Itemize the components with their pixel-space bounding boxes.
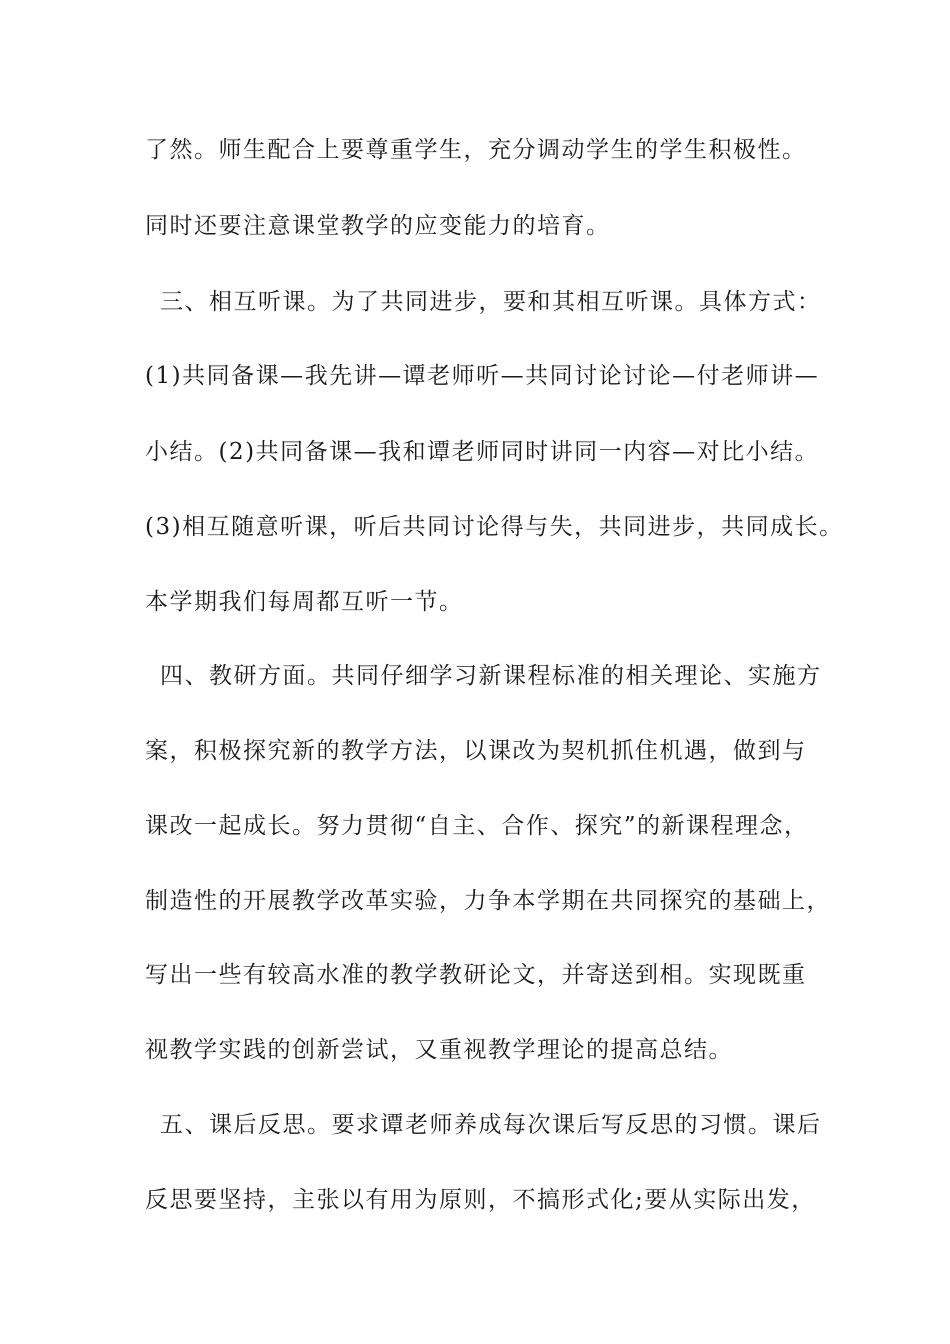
section-three-heading: 三、相互听课。为了共同进步，要和其相互听课。具体方式： xyxy=(160,289,822,315)
text-line-7: 本学期我们每周都互听一节。 xyxy=(145,589,464,615)
text-line-5: 小结。(2)共同备课—我和谭老师同时讲同一内容—对比小结。 xyxy=(145,439,820,465)
text-line-6: (3)相互随意听课，听后共同讨论得与失，共同进步，共同成长。 xyxy=(145,514,844,540)
text-line-15: 反思要坚持，主张以有用为原则，不搞形式化;要从实际出发， xyxy=(145,1187,816,1213)
text-line-1: 了然。师生配合上要尊重学生，充分调动学生的学生积极性。 xyxy=(145,137,807,163)
text-line-11: 制造性的开展教学改革实验，力争本学期在共同探究的基础上， xyxy=(145,888,831,914)
text-line-2: 同时还要注意课堂教学的应变能力的培育。 xyxy=(145,213,611,239)
section-four-heading: 四、教研方面。共同仔细学习新课程标准的相关理论、实施方 xyxy=(160,663,822,689)
section-five-heading: 五、课后反思。要求谭老师养成每次课后写反思的习惯。课后 xyxy=(160,1112,822,1138)
text-line-10: 课改一起成长。努力贯彻“自主、合作、探究”的新课程理念， xyxy=(145,813,809,839)
text-line-9: 案，积极探究新的教学方法，以课改为契机抓住机遇，做到与 xyxy=(145,738,807,764)
text-line-13: 视教学实践的创新尝试，又重视教学理论的提高总结。 xyxy=(145,1037,733,1063)
text-line-12: 写出一些有较高水准的教学教研论文，并寄送到相。实现既重 xyxy=(145,962,807,988)
text-line-4: (1)共同备课—我先讲—谭老师听—共同讨论讨论—付老师讲— xyxy=(145,363,820,389)
